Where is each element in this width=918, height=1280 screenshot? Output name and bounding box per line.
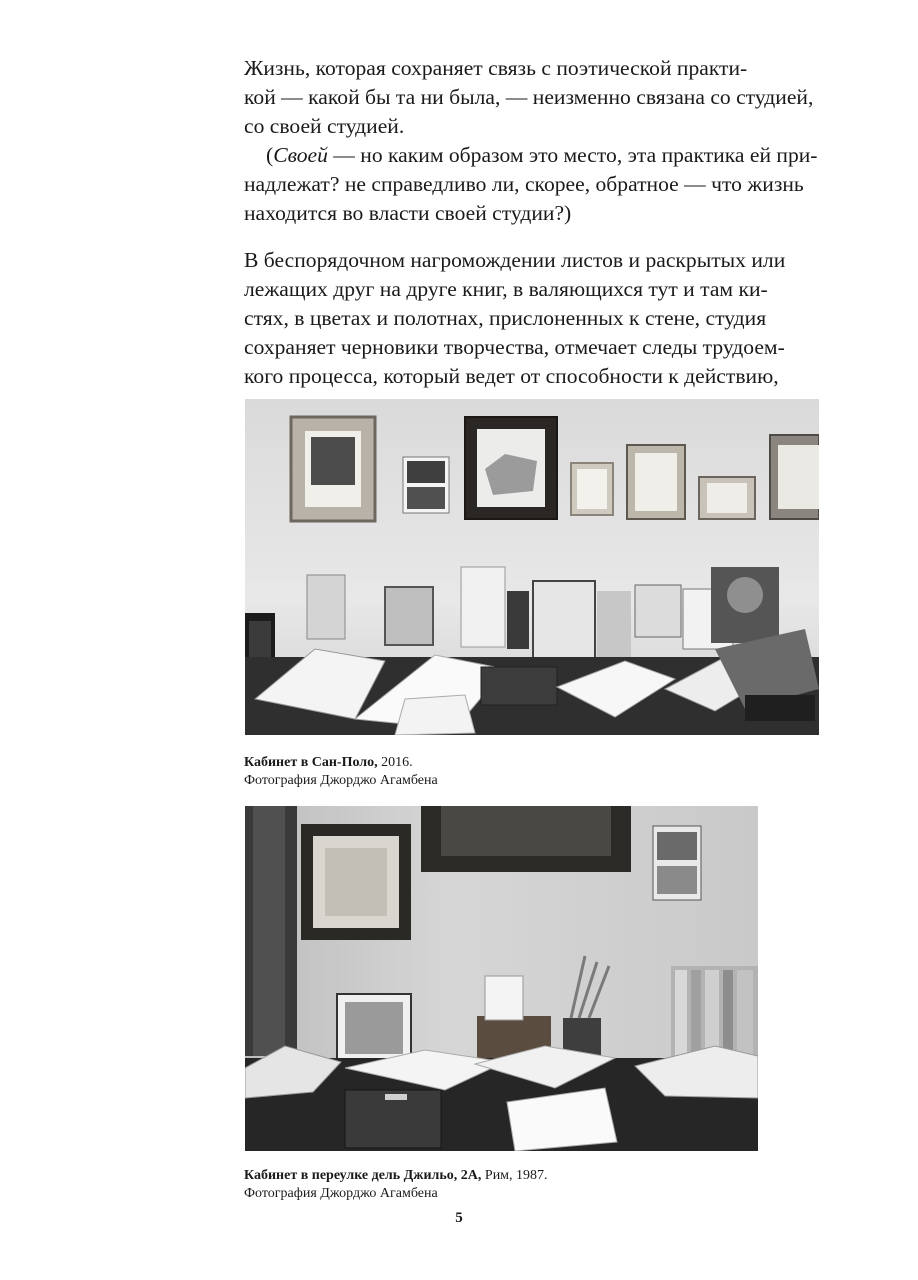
caption-figure-1-date: 2016. (377, 755, 413, 770)
caption-figure-1-title (244, 754, 438, 772)
paragraph-3-line-1: В беспорядочном нагромождении листов и раскрытых или (244, 248, 786, 272)
caption-figure-2-location: Рим, 1987. (481, 1168, 548, 1183)
open-paren: ( (266, 143, 274, 167)
photo-study-vicolo-giglio (245, 806, 758, 1151)
paragraph-1-line-2: кой — какой бы та ни была, — неизменно связана со студией, (244, 85, 814, 109)
paragraph-3-line-2: лежащих друг на друге книг, в валяющихся тут и там ки- (244, 277, 768, 301)
paragraph-2-line-3: находится во власти своей студии?) (244, 201, 572, 225)
paragraph-2-line-1 (244, 141, 864, 170)
paragraph-1-line-1: Жизнь, которая сохраняет связь с поэтической практи- (244, 56, 748, 80)
paragraph-3-line-4: сохраняет черновики творчества, отмечает следы трудоем- (244, 335, 785, 359)
paragraph-3-line-3: стях, в цветах и полотнах, прислоненных к стене, студия (244, 306, 767, 330)
caption-figure-1-credit: Фотография Джорджо Агамбена (244, 773, 438, 788)
caption-figure-1-bold: Кабинет в Сан-Поло, (244, 755, 378, 770)
paragraph-2-line-2: надлежат? не справедливо ли, скорее, обратное — что жизнь (244, 172, 804, 196)
paragraph-1 (244, 54, 864, 141)
page-number: 5 (455, 1210, 463, 1226)
caption-figure-2 (244, 1167, 548, 1203)
paragraph-3-line-5: кого процесса, который ведет от способности к действию, (244, 364, 779, 388)
paragraph-2 (244, 141, 864, 228)
paragraph-1-line-3: со своей студией. (244, 114, 405, 138)
emphasis-word: Своей (273, 143, 328, 167)
photo-study-san-polo-image (245, 399, 819, 735)
caption-figure-1 (244, 754, 438, 790)
caption-figure-2-bold: Кабинет в переулке дель Джильо, 2А, (244, 1168, 482, 1183)
photo-study-san-polo (245, 399, 819, 735)
caption-figure-2-credit: Фотография Джорджо Агамбена (244, 1186, 438, 1201)
caption-figure-2-title (244, 1167, 548, 1185)
paragraph-3 (244, 246, 864, 391)
paragraph-2-line-1-rest: — но каким образом это место, эта практика ей при- (327, 143, 818, 167)
photo-study-vicolo-giglio-image (245, 806, 758, 1151)
